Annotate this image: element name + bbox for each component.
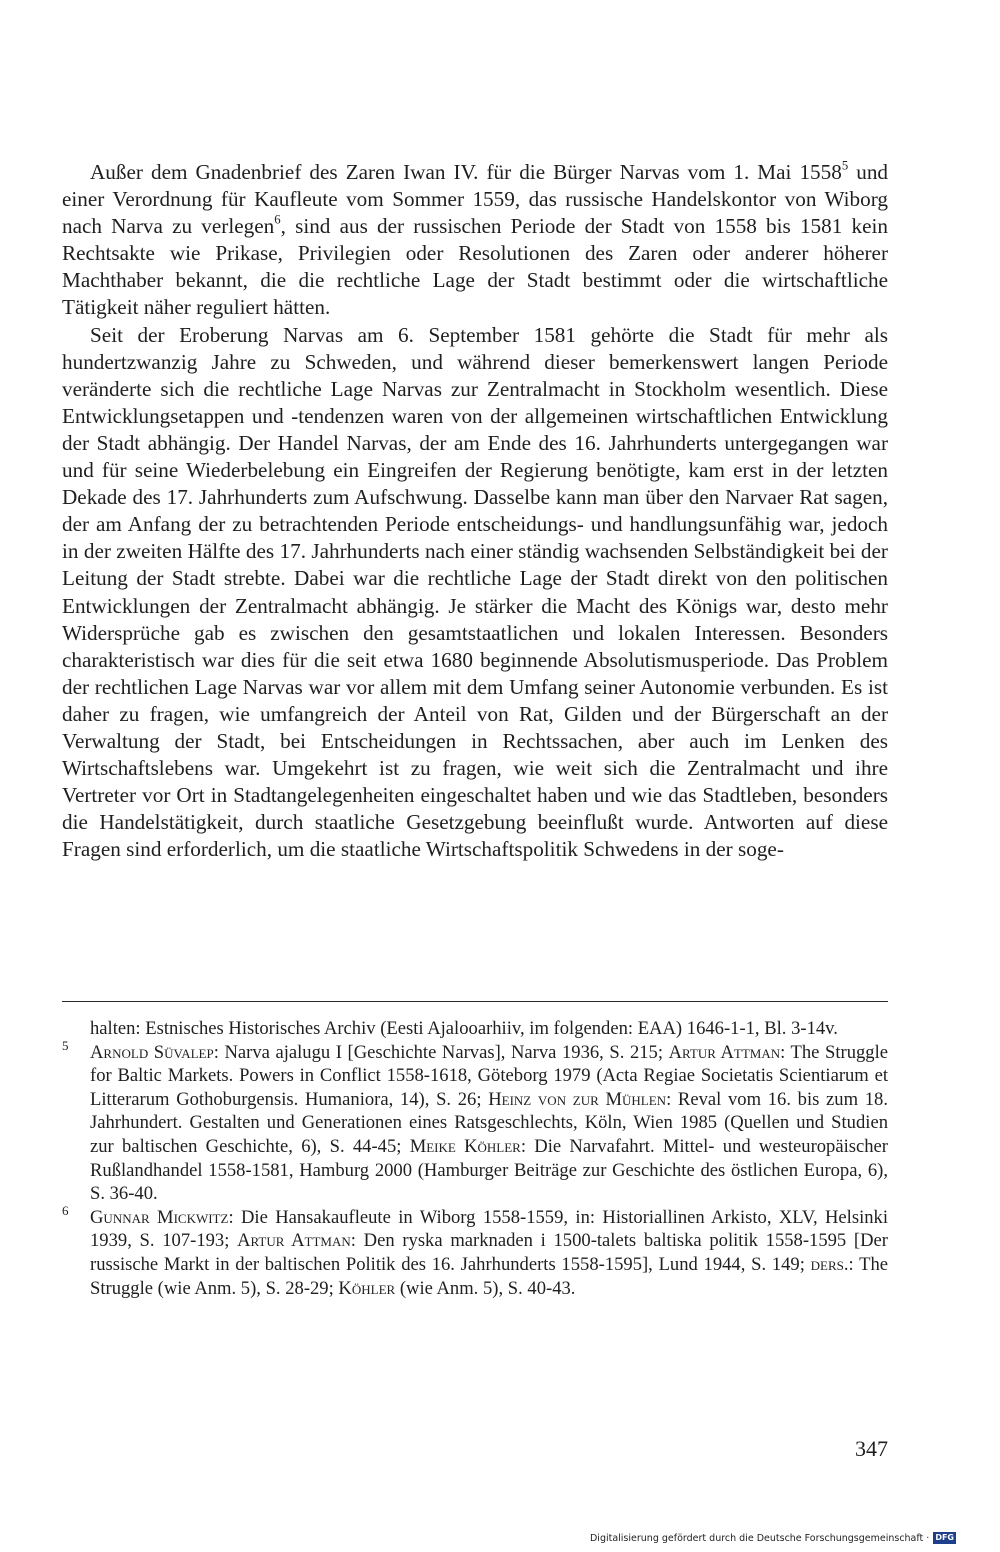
dfg-logo: DFG (935, 1533, 954, 1542)
author-name: Meike Köhler (409, 1135, 521, 1157)
body-paragraph (62, 322, 888, 864)
footnote-reference: 5 (841, 158, 849, 173)
text-segment: : Reval vom 16. bis zum 18. Jahrhundert. Gestalten und Generationen eines Ratsgeschlechts, Köln, Wien 1985 (Quellen und Studien zur baltischen Geschichte, 6), S. 44-45; (90, 1088, 888, 1157)
author-name: Artur Attman (668, 1041, 781, 1063)
text-segment: Seit der Eroberung Narvas am 6. September 1581 gehörte die Stadt für mehr als hundertzwanzig Jahre zu Schweden, und während dieser bemerkenswert langen Periode veränderte sich die rechtliche Lage Narvas zur Zentralmacht in Stockholm wesentlich. Diese Entwicklungsetappen und -tendenzen waren von der allgemeinen wirtschaftlichen Entwicklung der Stadt abhängig. Der Handel Narvas, der am Ende des 16. Jahrhunderts untergegangen war und für seine Wiederbelebung ein Eingreifen der Regierung benötigte, kam erst in der letzten Dekade des 17. Jahrhunderts zum Aufschwung. Dasselbe kann man über den Narvaer Rat sagen, der am Anfang der zu betrachtenden Periode entscheidungs- und handlungsunfähig war, jedoch in der zweiten Hälfte des 17. Jahrhunderts nach einer ständig wachsenden Selbständigkeit bei der Leitung der Stadt strebte. Dabei war die rechtliche Lage der Stadt direkt von den politischen Entwicklungen der Zentralmacht abhängig. Je stärker die Macht des Königs war, desto mehr Widersprüche gab es zwischen den gesamtstaatlichen und lokalen Interessen. Besonders charakteristisch war dies für die seit etwa 1680 beginnende Absolutismusperiode. Das Problem der rechtlichen Lage Narvas war vor allem mit dem Umfang seiner Autonomie verbunden. Es ist daher zu fragen, wie umfangreich der Anteil von Rat, Gilden und der Bürgerschaft an der Verwaltung der Stadt, bei Entscheidungen in Rechtssachen, aber auch im Lenken des Wirtschaftslebens war. Umgekehrt ist zu fragen, wie weit sich die Zentralmacht und ihre Vertreter vor Ort in Stadtangelegenheiten eingeschaltet haben und wie das Stadtleben, besonders die Handelstätigkeit, durch staatliche Gesetzgebung beeinflußt wurde. Antworten auf diese Fragen sind erforderlich, um die staatliche Wirtschaftspolitik Schwedens in der soge- (62, 322, 888, 862)
page-number: 347 (855, 1436, 888, 1461)
text-segment: halten: Estnisches Historisches Archiv (Eesti Ajalooarhiiv, im folgenden: EAA) 1646-1-1, Bl. 3-14v. (90, 1018, 838, 1039)
text-segment: : The Struggle (wie Anm. 5), S. 28-29; (90, 1253, 889, 1299)
text-segment: , sind aus der russischen Periode der Stadt von 1558 bis 1581 kein Rechtsakte wie Prikase, Privilegien oder Resolutionen des Zaren oder anderer höherer Machthaber bekannt, die die rechtliche Lage der Stadt bestimmt oder die wirtschaftliche Tätigkeit näher reguliert hätten. (62, 214, 889, 320)
credit-text: Digitalisierung gefördert durch die Deutsche Forschungsgemeinschaft · (589, 1532, 930, 1544)
author-name: Köhler (338, 1277, 396, 1299)
text-segment: : Die Hansakaufleute in Wiborg 1558-1559, in: Historiallinen Arkisto, XLV, Helsinki 1939, S. 107-193; (90, 1206, 888, 1252)
author-name: Artur Attman (237, 1230, 351, 1252)
footnote-separator (62, 1001, 888, 1002)
text-segment: : Die Narvafahrt. Mittel- und westeuropäischer Rußlandhandel 1558-1581, Hamburg 2000 (Hamburger Beiträge zur Geschichte des östlichen Europa, 6), S. 36-40. (90, 1135, 889, 1205)
text-segment: : Den ryska marknaden i 1500-talets baltiska politik 1558-1595 [Der russische Markt in der baltischen Politik des 16. Jahrhunderts 1558-1595], Lund 1944, S. 149; (90, 1230, 888, 1275)
main-text (62, 159, 888, 863)
digitization-credit (590, 1532, 956, 1544)
footnote-number: 6 (62, 1202, 69, 1218)
text-segment: : The Struggle for Baltic Markets. Powers in Conflict 1558-1618, Göteborg 1979 (Acta Regiae Societatis Scientiarum et Litterarum Gothoburgensis. Humaniora, 14), S. 26; (90, 1041, 889, 1110)
footnote-reference: 6 (274, 212, 281, 227)
text-segment: und einer Verordnung für Kaufleute vom Sommer 1559, das russische Handelskontor von Wiborg nach Narva zu verlegen (62, 160, 889, 239)
author-name: ders. (810, 1253, 849, 1275)
text-segment: Außer dem Gnadenbrief des Zaren Iwan IV. für die Bürger Narvas vom 1. Mai 1558 (90, 160, 842, 184)
footnote (62, 1017, 888, 1041)
body-paragraph (62, 159, 888, 322)
text-segment: : Narva ajalugu I [Geschichte Narvas], Narva 1936, S. 215; (213, 1041, 669, 1063)
footnote (62, 1202, 889, 1300)
author-name: Arnold Süvalep (90, 1041, 214, 1063)
footnote (62, 1037, 889, 1206)
author-name: Gunnar Mickwitz (90, 1206, 229, 1228)
text-segment: (wie Anm. 5), S. 40-43. (395, 1277, 576, 1299)
footnote-number: 5 (62, 1037, 69, 1053)
footnotes (62, 1017, 888, 1300)
author-name: Heinz von zur Mühlen (488, 1088, 667, 1110)
